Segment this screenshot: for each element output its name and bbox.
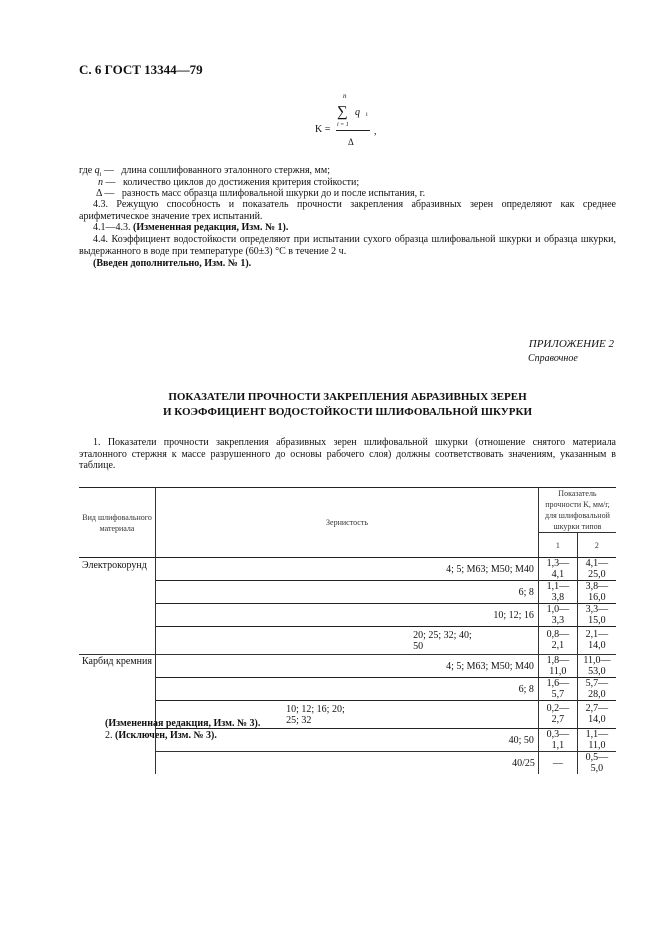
header-material: Вид шлифовального материала: [82, 512, 152, 533]
amendment-note: (Измененная редакция, Изм. № 3).: [105, 718, 261, 729]
grit-cell: 40/25: [156, 752, 539, 775]
value-type-2: 11,0—53,0: [577, 655, 616, 678]
sum-symbol: ∑: [337, 104, 348, 120]
definition-text: разность масс образца шлифовальной шкурки до и после испытания, г.: [121, 188, 426, 199]
section-title-line: ПОКАЗАТЕЛИ ПРОЧНОСТИ ЗАКРЕПЛЕНИЯ АБРАЗИВНЫХ ЗЕРЕН: [168, 391, 527, 403]
page-header: С. 6 ГОСТ 13344—79: [79, 62, 203, 77]
value-type-2: 2,7—14,0: [577, 701, 616, 729]
value-type-1: 0,2—2,7: [538, 701, 577, 729]
table-row: [79, 678, 616, 701]
appendix-subtitle: Справочное: [528, 353, 578, 364]
definition-symbol: n: [98, 176, 103, 188]
table-row: [79, 604, 616, 627]
paragraph-4-4-note: (Введен дополнительно, Изм. № 1).: [93, 258, 252, 269]
definitions-list: [79, 165, 619, 200]
table-row: [79, 655, 616, 678]
value-type-1: 1,8—11,0: [538, 655, 577, 678]
formula-denominator: Δ: [348, 137, 354, 147]
value-type-1: 1,0—3,3: [538, 604, 577, 627]
grit-cell: 4; 5; М63; М50; М40: [156, 558, 539, 581]
formula: [300, 92, 420, 160]
value-type-2: 5,7—28,0: [577, 678, 616, 701]
value-type-1: 0,3—1,1: [538, 729, 577, 752]
value-type-2: 1,1—11,0: [577, 729, 616, 752]
definition-text: количество циклов до достижения критерия стойкости;: [123, 176, 360, 188]
definition-prefix: где: [79, 165, 93, 176]
paragraph-num: 2.: [105, 730, 113, 741]
table-row: [79, 752, 616, 775]
section-title-line: И КОЭФФИЦИЕНТ ВОДОСТОЙКОСТИ ШЛИФОВАЛЬНОЙ ШКУРКИ: [162, 406, 533, 418]
definition-item: [79, 177, 619, 189]
material-cell: Электрокорунд: [82, 560, 147, 571]
table-header-row: [79, 488, 616, 533]
value-type-1: 1,1—3,8: [538, 581, 577, 604]
value-type-2: 0,5—5,0: [577, 752, 616, 775]
formula-comma: ,: [374, 126, 377, 137]
header-index: Показатель прочности K, мм/г, для шлифовальной шкурки типов: [538, 488, 616, 533]
definition-sub: i: [99, 172, 102, 178]
grit-cell: 6; 8: [156, 678, 539, 701]
excluded-note: (Исключен, Изм. № 3).: [115, 730, 217, 741]
value-type-2: 2,1—14,0: [577, 627, 616, 655]
formula-upper-limit: n: [343, 92, 347, 100]
value-type-1: —: [538, 752, 577, 775]
formula-lower-limit: i = 1: [337, 122, 349, 128]
section-title: [79, 390, 616, 420]
formula-term: q: [355, 107, 360, 118]
notes: [105, 718, 260, 742]
value-type-1: 1,6—5,7: [538, 678, 577, 701]
value-type-2: 4,1—25,0: [577, 558, 616, 581]
header-grit: Зернистость: [156, 488, 539, 558]
grit-cell: 10; 12; 16: [156, 604, 539, 627]
table-row: [79, 558, 616, 581]
paragraph-num: 4.1—4.3.: [93, 222, 131, 233]
grit-cell: 4; 5; М63; М50; М40: [156, 655, 539, 678]
value-type-1: 0,8—2,1: [538, 627, 577, 655]
formula-term-index: i: [366, 112, 368, 118]
definition-dash: —: [103, 165, 114, 176]
paragraph-2: [105, 730, 260, 742]
table-row: [79, 627, 616, 655]
grit-cell: 10; 12; 16; 20; 25; 32: [156, 701, 539, 729]
value-type-1: 1,3—4,1: [538, 558, 577, 581]
definition-item: [79, 165, 619, 177]
fraction-line: [336, 130, 370, 131]
definition-dash: —: [105, 176, 116, 188]
paragraph-4-3: 4.3. Режущую способность и показатель прочности закрепления абразивных зерен определяют как среднее арифметическое значение трех испытаний.: [79, 199, 616, 222]
definition-dash: —: [104, 188, 115, 199]
definition-symbol: Δ: [96, 188, 102, 199]
paragraph-4-4: 4.4. Коэффициент водостойкости определяют при испытании сухого образца шлифовальной шкурки и образца шкурки, выдержанного в воде при температуре (60±3) °С в течение 2 ч.: [79, 234, 616, 257]
grit-cell: 20; 25; 32; 40; 50: [156, 627, 539, 655]
definition-item: [79, 188, 619, 200]
amendment-note: (Измененная редакция, Изм. № 1).: [133, 222, 289, 233]
header-type-2: 2: [577, 533, 616, 558]
table-row: [79, 581, 616, 604]
formula-lhs: K =: [315, 124, 331, 135]
grit-cell: 40; 50: [156, 729, 539, 752]
paragraph-1: 1. Показатели прочности закрепления абразивных зерен шлифовальной шкурки (отношение снятого материала эталонного стержня к массе разрушенного до основы рабочего слоя) должны соответствовать значениям, указанным в таблице.: [79, 437, 616, 471]
value-type-2: 3,3—15,0: [577, 604, 616, 627]
grit-cell: 6; 8: [156, 581, 539, 604]
header-type-1: 1: [538, 533, 577, 558]
definition-symbol: q: [94, 165, 100, 176]
material-cell: Карбид кремния: [82, 656, 152, 667]
appendix-title: ПРИЛОЖЕНИЕ 2: [528, 338, 614, 350]
value-type-2: 3,8—16,0: [577, 581, 616, 604]
paragraph-4-1-note: [79, 222, 616, 234]
definition-text: длина сошлифованного эталонного стержня, мм;: [121, 165, 330, 176]
